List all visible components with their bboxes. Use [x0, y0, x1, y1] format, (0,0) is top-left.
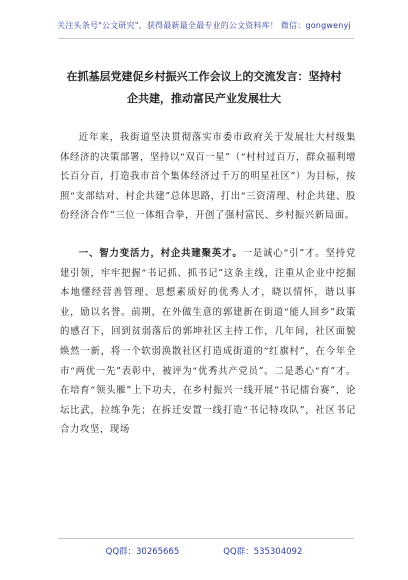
section-1-paragraph — [60, 244, 356, 440]
footer — [0, 545, 408, 557]
qq-group-1-link[interactable]: QQ群：30265665 — [105, 547, 180, 557]
footer-divider — [58, 538, 354, 539]
header-divider — [58, 38, 354, 39]
document-title — [52, 66, 356, 110]
section-1-body: 一是诚心“引”才。坚持党建引领，牢牢把握“书记抓、抓书记”这条主线，注重从企业中挖掘本地懂经营善管理、思想素质好的优秀人才，晓以情怀，谐以事业，励以名誉。前期，在外做生意的郭建新在街道“能人回乡”政策的感召下，回到贫弱落后的郭坤社区主持工作，几年间，社区面貌焕然一新，将一个软弱涣散社区打造成街道的“红旗村”，在今年全市“两优一先”表彰中，被评为“优秀共产党员”。二是悉心“育”才。在培育“领头雁”上下功夫，在乡村振兴一线开展“书记擂台赛”，论坛比武，拉练争先；在拆迁安置一线打造“书记特攻队”，社区书记合力攻坚，现场 — [60, 247, 356, 436]
document-body — [60, 128, 356, 440]
qq-group-2-link[interactable]: QQ群：535304092 — [223, 547, 303, 557]
section-1-heading: 一、智力变活力，村企共建聚英才。 — [78, 247, 243, 259]
intro-paragraph: 近年来，我街道坚决贯彻落实市委市政府关于发展壮大村级集体经济的决策部署，坚持以“双百一星”（“村村过百万，群众福利增长百分百，打造我市首个集体经济过千万的明星社区”）为目标，按照“支部结对、村企共建”总体思路，打出“三资清理、村企共建、股份经济合作”三位一体组合拳，开创了强村富民、乡村振兴新局面。 — [60, 132, 356, 222]
title-line-1: 在抓基层党建促乡村振兴工作会议上的交流发言：坚持村 — [66, 70, 342, 83]
title-line-2: 企共建，推动富民产业发展壮大 — [127, 92, 281, 105]
header-promo-note: 关注头条号"公文研究"，获得最新最全最专业的公文资料库！ 微信：gongwenyj — [57, 21, 351, 30]
